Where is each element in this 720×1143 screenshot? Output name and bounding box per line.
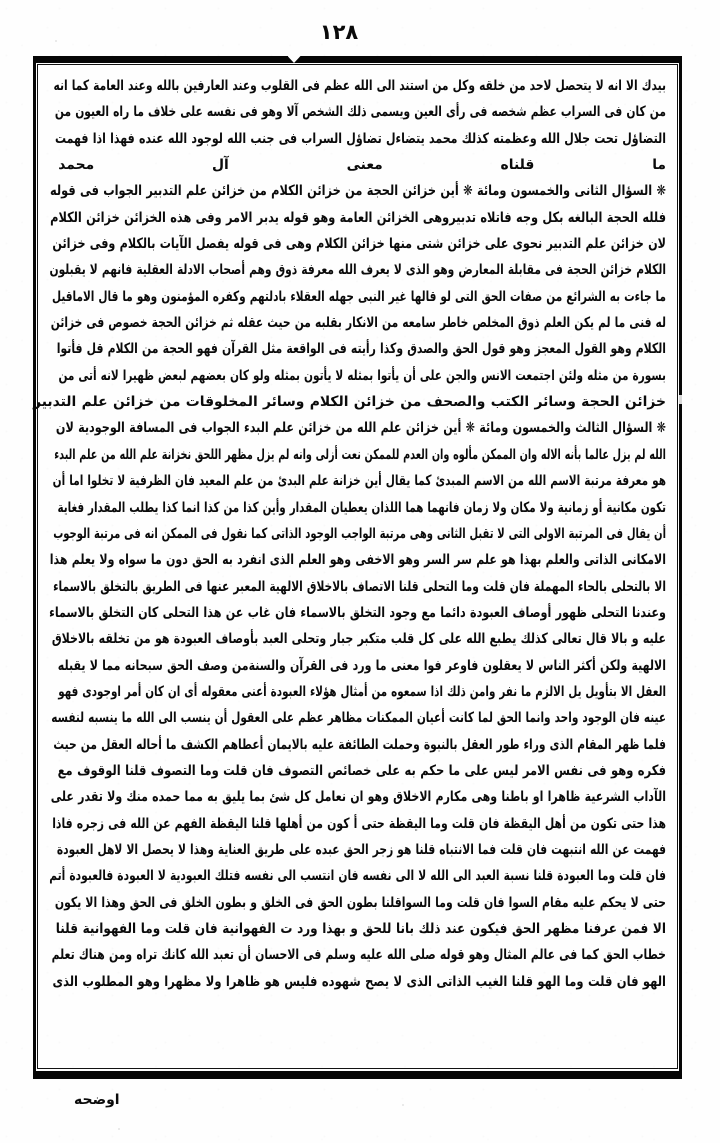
text-line: فان قلت وما العبودة قلنا نسبة العبد الى الله لا الى نفسه فان انتسب الى نفسه فتلك العبودية لا العبودة فالعبودة أتم	[49, 868, 666, 885]
text-line: وعندنا التحلى ظهور أوصاف العبودة دائما مع وجود التخلق بالاسماء فان غاب عن هذا التحلى كان التخلق بالاسماء	[49, 604, 667, 621]
text-line: هو معرفة مرتبة الاسم الله من الاسم المبدئ كما يقال أين خزانة علم البدئ من علم المعيد فان الظرفية لا تخلوا اما أن	[52, 473, 667, 490]
catchword: اوضحه	[74, 1092, 120, 1108]
text-line: حتى لا يحكم عليه مقام السوا فان قلت وما السواقلنا بطون الحق فى الخلق و بطون الخلق فى الحق وهذا الا يكون	[54, 894, 667, 911]
text-line: خزائن الحجة وسائر الكتب والصحف من خزائن الكلام وسائر المخلوقات من خزائن علم التدبير	[33, 394, 667, 411]
text-line: التضاؤل تحت جلال الله وعظمته كذلك محمد يتضاءل تضاؤل السراب فى جنب الله لوجود الله عنده فهذا اذا فهمت	[54, 130, 667, 147]
text-line: ما جاءت به الشرائع من صفات الحق التى لو قالها غير النبى جهله العقلاء بادلتهم وكفره المؤمنون وهو ما قال الاماقيل	[51, 288, 667, 305]
page-border-frame	[33, 56, 682, 1079]
scan-speck	[55, 40, 57, 42]
rule-ink-break	[679, 395, 682, 404]
text-line: عليه و بالا قال تعالى كذلك يطبع الله على كل قلب متكبر جبار وتحلى العبد بأوصاف العبودة هو من تخلقه بالاخلاق	[51, 631, 666, 648]
text-line: من كان فى السراب عظم شخصه فى رأى العين ويسمى ذلك الشخص آلا وهو فى نفسه على خلاف ما راه العيون من	[54, 104, 666, 121]
text-line: فلله الحجة البالغه بكل وجه فاتلاه تدبيروهى الخزائن العامة وهو قوله يدبر الامر وفى هذه الخزائن خزائن الكلام	[50, 209, 666, 226]
text-line: لان خزائن علم التدبير نحوى على خزائن شتى منها خزائن الكلام وهى فى قوله يفصل الآيات بالكلام وفى خزائن	[52, 236, 667, 253]
section-heading-question-153: ❋ السؤال الثالث والخمسون ومائة ❋ أين خزائن علم الله من خزائن علم البدء الجواب فى المسافة الوجودية لان	[55, 420, 667, 437]
text-line: الله لم يزل عالما بأنه الاله وان الممكن مألوه وان العدم للممكن نعت أزلى وانه لم يزل مظهر اللحق نخزانة علم الله من علم البدء	[54, 446, 667, 463]
text-line: الكلام وهو القول المعجز وهو قول الحق والصدق وكذا رأيته فى الواقعة مثل القرآن فهو الحجة من الكلام قل فأتوا	[56, 341, 666, 358]
text-line: الا فمن عرفنا مظهر الحق فيكون عند ذلك بانا للحق و بهذا ورد ت الفهوانية فان قلت وما الفهوانية قلنا	[55, 921, 667, 937]
text-line: الهو فان قلت وما الهو قلنا الغيب الذاتى الذى لا يصح شهوده فليس هو ظاهرا ولا مظهرا وهو المطلوب الذى	[52, 973, 666, 990]
scan-speck	[118, 1128, 120, 1130]
text-line: الا بالتحلى بالحاء المهملة فان قلت وما التحلى قلنا الاتصاف بالاخلاق الالهية المعبر عنها فى الطريق بالتخلق بالاسماء	[53, 578, 666, 595]
text-line: العقل الا بتأويل يل الالزم ما نفر وامن ذلك اذا سمعوه من أمثال هؤلاء العبودة أعنى معقوله أى ان كان أمر اوجودى فهو	[58, 683, 667, 700]
text-line: تكون مكانية أو زمانية ولا مكان ولا زمان فانهما هما اللذان يعطيان المقدار وأين كذا من كذا انما كذا يطلب المقدار فغاية	[57, 499, 666, 516]
text-column	[33, 67, 673, 1067]
text-line: فهمت عن الله انتبهت فان قلت فما الانتباه قلنا هو زجر الحق عبده على طريق العناية وهذا لا يحصل الا لاهل العبودة	[56, 841, 666, 858]
notch-mark-icon	[288, 56, 301, 63]
text-line: بسورة من مثله ولئن اجتمعت الانس والجن على أن يأتوا بمثله لا يأتون بمثله ولو كان بعضهم لبعض ظهيرا لانه أتى من	[58, 367, 666, 384]
text-line: الكلام خزائن الحجة فى مقابلة المعارض وهو الذى لا يعرف الله معرفة ذوق وهم أصحاب الادلة العقلية فانهم لا يقبلون	[49, 262, 667, 279]
text-line: الامكانى الذاتى والعلم بهذا هو علم سر السر وهو الاخفى وهو العلم الذى انفرد به الحق دون ما سواه ولا يعلم هذا	[49, 552, 666, 569]
text-line: هذا حتى تكون من أهل اليقظة فان قلت وما اليقظة حتى أ كون من أهلها قلنا اليقظة الفهم عن الله فى زجره فاذا	[52, 815, 667, 832]
scan-speck	[402, 1104, 404, 1106]
page-number: ١٢٨	[319, 20, 359, 44]
text-line: ما قلناه معنى آل محمد	[58, 157, 666, 174]
text-line: بيدك الا انه لا يتحصل لاحد من خلقه وكل من استند الى الله عظم فى القلوب وعند العارفين بالله وعند العامة كما انه	[53, 78, 666, 94]
text-line: أن يقال فى المرتبة الاولى التى لا تقبل الثانى وهى مرتبة الواجب الوجود الذاتى كما نقول فى الممكن انه فى مرتبة الوجوب	[53, 525, 667, 542]
text-line: خطاب الحق كما فى عالم المثال وهو قوله صلى الله عليه وسلم فى الاحسان أن تعبد الله كانك تراه ومن هناك تعلم	[51, 947, 667, 964]
text-line: الالهية ولكن أكثر الناس لا يعقلون فاوعر فوا معنى ما ورد فى القرآن والسنةمن وصف الحق سبحانه مما لا يقبله	[57, 657, 666, 674]
text-line: فكره وهو فى نفس الامر ليس على ما حكم به على خصائص التصوف فان قلت وما التصوف قلنا الوقوف مع	[57, 762, 666, 779]
text-line: له فنى ما لم يكن العلم ذوق المخلص خاطر سامعه من الانكار بقلبه من حيث عقله ثم خزائن الحجة خصوص فى خزائن	[50, 315, 666, 332]
text-line: عينه فان الوجود واحد وانما الحق لما كانت أعيان الممكنات مظاهر عظم على العقول أن ينسب الى الله ما ينسبه لنفسه	[51, 710, 666, 727]
text-line: الآداب الشرعية ظاهرا او باطنا وهى مكارم الاخلاق وهو ان نعامل كل شئ بما يليق به مما حمده منك ولا تقدر على	[50, 789, 667, 806]
section-heading-question-152: ❋ السؤال الثانى والخمسون ومائة ❋ أين خزائن الحجة من خزائن الكلام من خزائن علم التدبير الجواب فى قوله	[49, 183, 666, 200]
text-line: فلما ظهر المقام الذى وراء طور العقل بالنبوة وحملت الطائفة عليه بالايمان أعطاهم الكشف ما أحاله العقل من حيث	[53, 736, 666, 753]
